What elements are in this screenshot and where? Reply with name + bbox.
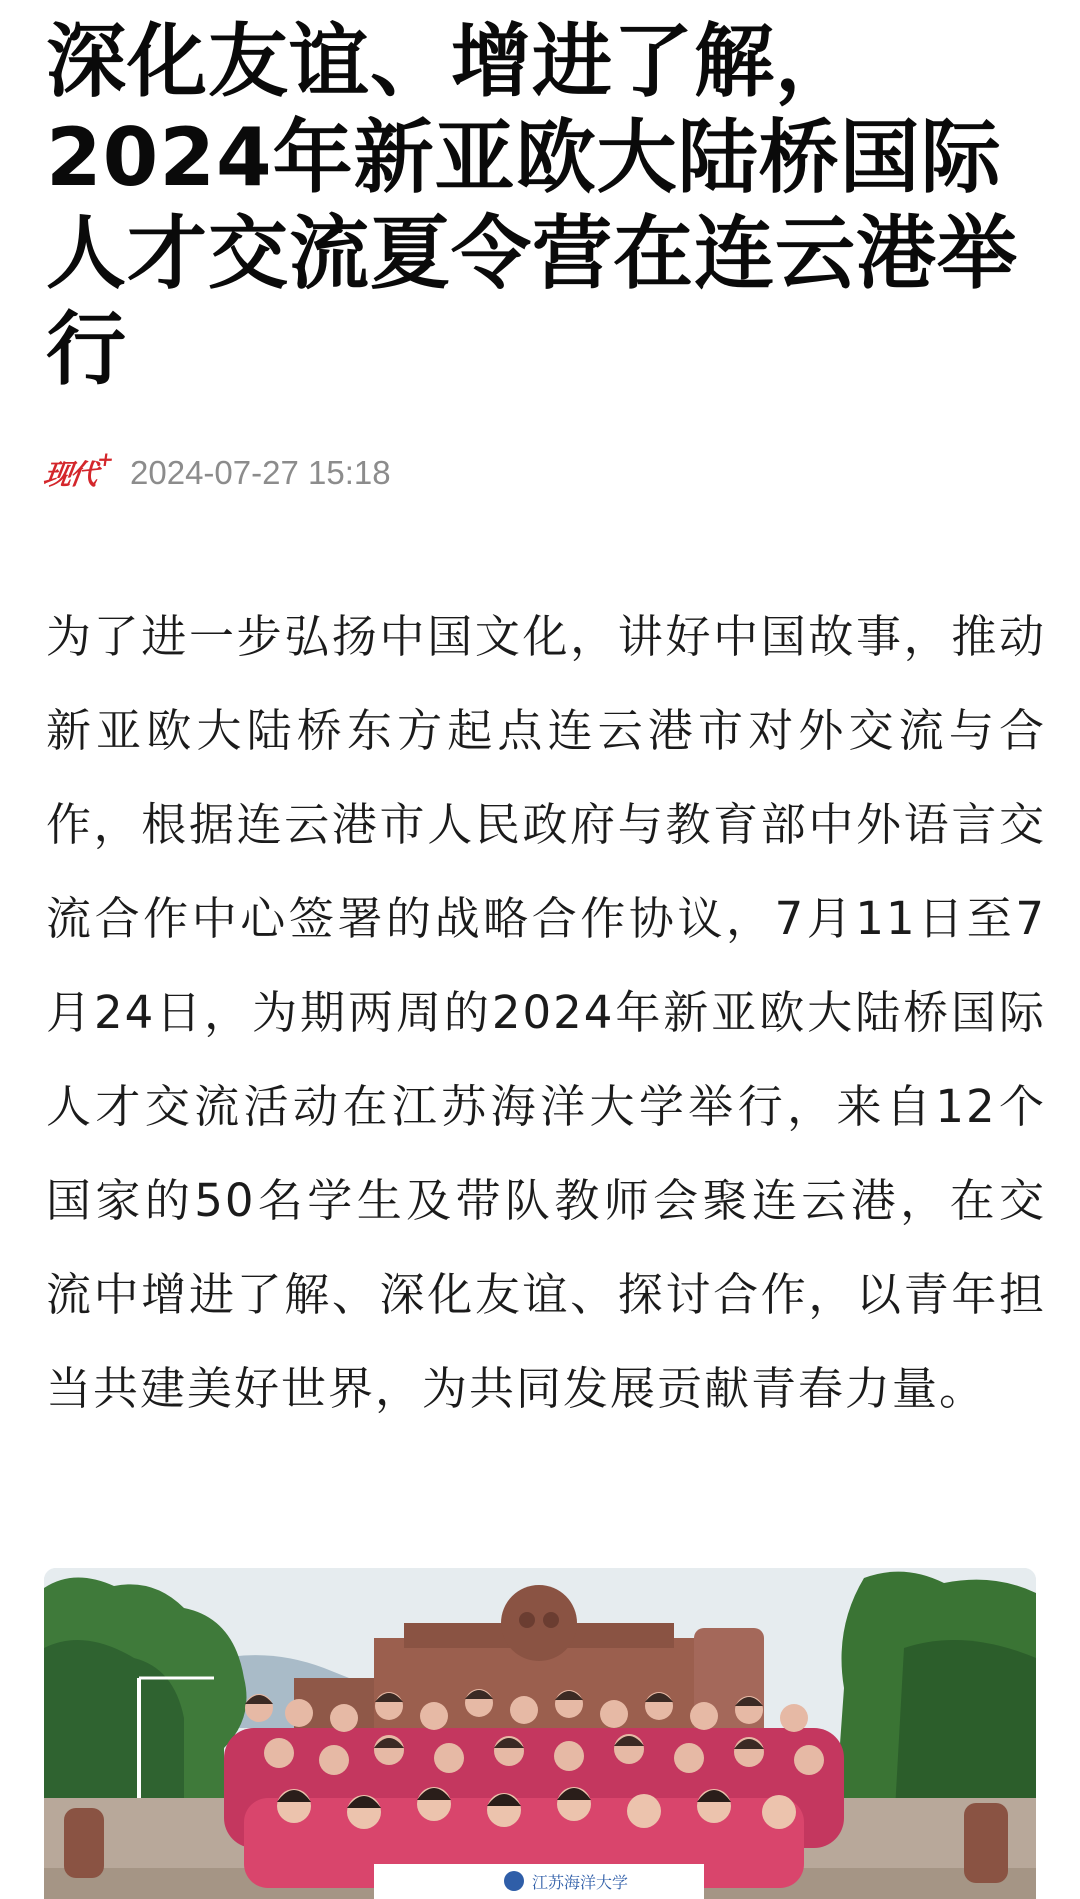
- publish-timestamp: 2024-07-27 15:18: [130, 454, 391, 491]
- source-logo-text: 现代: [41, 458, 99, 491]
- photo-banner-emblem: [504, 1871, 524, 1891]
- article-paragraph: 为了进一步弘扬中国文化，讲好中国故事，推动新亚欧大陆桥东方起点连云港市对外交流与合作，根据连云港市人民政府与教育部中外语言交流合作中心签署的战略合作协议，7月11日至7月24日，为期两周的2024年新亚欧大陆桥国际人才交流活动在江苏海洋大学举行，来自12个国家的50名学生及带队教师会聚连云港，在交流中增进了解、深化友谊、探讨合作，以青年担当共建美好世界，为共同发展贡献青春力量。: [46, 610, 1046, 1415]
- article-title: 深化友谊、增进了解，2024年新亚欧大陆桥国际人才交流夏令营在连云港举行: [46, 15, 1018, 396]
- photo-banner-logo-text: 江苏海洋大学: [532, 1873, 629, 1892]
- source-logo[interactable]: [41, 447, 114, 493]
- article-meta: [41, 447, 391, 498]
- source-logo-plus: +: [95, 447, 114, 471]
- group-photo[interactable]: [44, 1568, 1036, 1899]
